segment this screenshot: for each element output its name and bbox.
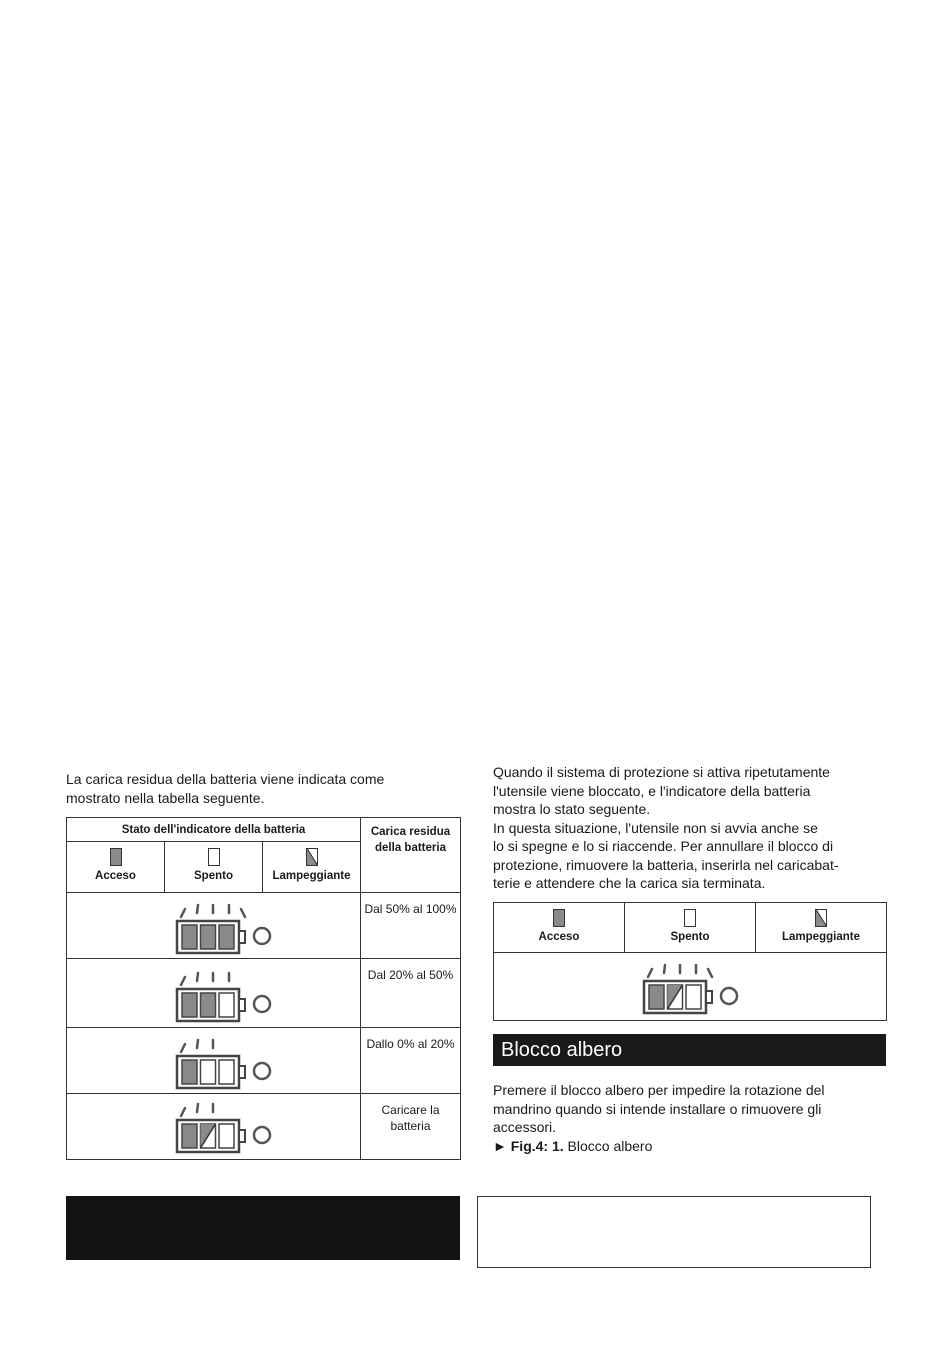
lamp-off-icon xyxy=(684,909,696,927)
protection-line: l'utensile viene bloccato, e l'indicatore della batteria xyxy=(493,782,811,799)
intro-line: mostrato nella tabella seguente. xyxy=(66,789,265,806)
protection-line: terie e attendere che la carica sia terminata. xyxy=(493,875,766,891)
legend-off xyxy=(625,903,756,953)
battery-indicator-icon xyxy=(167,1038,277,1094)
shaft-lock-text xyxy=(493,1081,825,1155)
battery-lamp xyxy=(219,925,234,949)
fig-item-label: Blocco albero xyxy=(567,1137,653,1154)
lamp-on-icon xyxy=(553,909,565,927)
charge-level: Dal 20% al 50% xyxy=(361,959,461,1028)
legend-on xyxy=(67,842,165,893)
battery-graphic-cell xyxy=(67,893,361,959)
empty-bordered-box xyxy=(477,1196,871,1268)
table-row xyxy=(67,893,461,959)
ray-mark xyxy=(664,965,665,973)
table-row xyxy=(67,959,461,1028)
black-heading-bar xyxy=(66,1196,460,1260)
battery-lamp xyxy=(649,985,664,1009)
charge-level: Caricare la batteria xyxy=(361,1094,461,1160)
ray-mark xyxy=(197,1040,198,1048)
ray-mark xyxy=(197,1104,198,1112)
battery-terminal xyxy=(239,1066,245,1078)
ray-mark xyxy=(197,905,198,913)
battery-terminal xyxy=(239,999,245,1011)
legend-on xyxy=(494,903,625,953)
protection-line: protezione, rimuovere la batteria, inserirla nel caricabat- xyxy=(493,856,839,873)
battery-lamp xyxy=(182,993,197,1017)
ray-mark xyxy=(241,909,245,917)
battery-indicator-icon xyxy=(167,903,277,959)
protection-indicator-table xyxy=(493,902,887,1021)
lamp-blink-icon xyxy=(306,848,318,866)
shaft-line: accessori. xyxy=(493,1119,557,1135)
battery-indicator-icon xyxy=(167,971,277,1027)
intro-line: La carica residua della batteria viene indicata come xyxy=(66,771,385,787)
legend-blink xyxy=(756,903,887,953)
lamp-off-icon xyxy=(208,848,220,866)
legend-on-label: Acceso xyxy=(95,870,136,882)
legend-blink-label: Lampeggiante xyxy=(272,870,351,882)
battery-lamp xyxy=(201,1124,216,1148)
battery-lamp xyxy=(182,925,197,949)
legend-blink xyxy=(263,842,361,893)
battery-lamp xyxy=(201,993,216,1017)
ray-mark xyxy=(648,969,652,977)
ray-mark xyxy=(181,977,185,985)
legend-blink-label: Lampeggiante xyxy=(782,931,860,943)
ray-mark xyxy=(708,969,712,977)
indicator-circle xyxy=(721,988,737,1004)
battery-terminal xyxy=(706,991,712,1003)
section-title: Blocco albero xyxy=(493,1034,886,1066)
protection-line: In questa situazione, l'utensile non si avvia anche se xyxy=(493,819,818,836)
legend-on-label: Acceso xyxy=(538,931,580,943)
protection-line: lo si spegne e lo si riaccende. Per annullare il blocco di xyxy=(493,838,834,854)
shaft-line: mandrino quando si intende installare o rimuovere gli xyxy=(493,1100,822,1117)
battery-indicator-icon xyxy=(634,963,744,1019)
battery-lamp xyxy=(668,985,683,1009)
battery-graphic-cell xyxy=(494,953,887,1021)
table-header-charge: Carica residua della batteria xyxy=(361,818,461,893)
protection-text xyxy=(493,763,839,893)
ray-mark xyxy=(181,909,185,917)
battery-lamp xyxy=(219,993,234,1017)
table-row xyxy=(67,1028,461,1094)
indicator-circle xyxy=(254,996,270,1012)
battery-lamp xyxy=(686,985,701,1009)
ray-mark xyxy=(197,973,198,981)
battery-graphic-cell xyxy=(67,959,361,1028)
indicator-circle xyxy=(254,928,270,944)
charge-level: Dallo 0% al 20% xyxy=(361,1028,461,1094)
legend-off-label: Spento xyxy=(670,931,710,943)
battery-graphic-cell xyxy=(67,1094,361,1160)
table-row xyxy=(67,1094,461,1160)
battery-lamp xyxy=(219,1124,234,1148)
fig-ref: ► Fig.4: xyxy=(493,1137,549,1154)
battery-lamp xyxy=(182,1060,197,1084)
battery-lamp xyxy=(182,1124,197,1148)
battery-indicator-icon xyxy=(167,1102,277,1158)
battery-indicator-table xyxy=(66,817,461,1160)
protection-line: mostra lo stato seguente. xyxy=(493,801,651,817)
battery-terminal xyxy=(239,1130,245,1142)
table-header-status: Stato dell'indicatore della batteria xyxy=(67,818,361,842)
ray-mark xyxy=(181,1108,185,1116)
legend-off-label: Spento xyxy=(194,870,233,882)
protection-line: Quando il sistema di protezione si attiva ripetutamente xyxy=(493,764,830,780)
battery-terminal xyxy=(239,931,245,943)
battery-intro xyxy=(66,770,384,807)
fig-item-num: 1. xyxy=(551,1137,564,1154)
battery-lamp xyxy=(201,925,216,949)
legend-off xyxy=(165,842,263,893)
battery-lamp xyxy=(201,1060,216,1084)
figure-reference xyxy=(493,1137,825,1156)
ray-mark xyxy=(181,1044,185,1052)
lamp-blink-icon xyxy=(815,909,827,927)
lamp-on-icon xyxy=(110,848,122,866)
battery-graphic-cell xyxy=(67,1028,361,1094)
charge-level: Dal 50% al 100% xyxy=(361,893,461,959)
battery-lamp xyxy=(219,1060,234,1084)
shaft-line: Premere il blocco albero per impedire la rotazione del xyxy=(493,1082,825,1098)
indicator-circle xyxy=(254,1063,270,1079)
indicator-circle xyxy=(254,1127,270,1143)
